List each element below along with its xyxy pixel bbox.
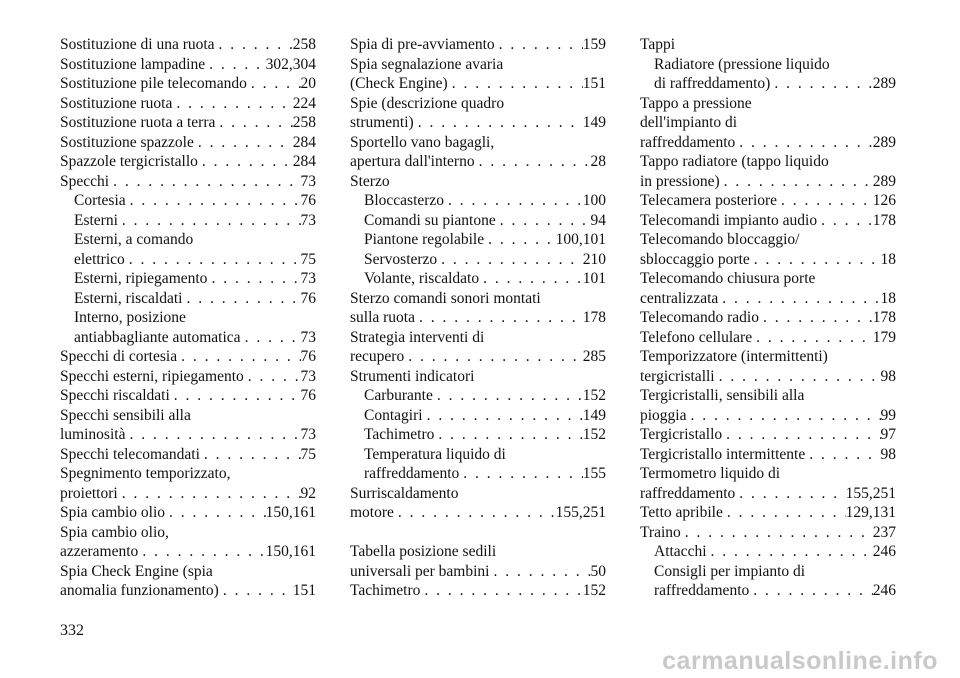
- entry-page: 285: [582, 348, 606, 365]
- entry-page: 20: [300, 75, 316, 92]
- entry-page: 159: [582, 36, 606, 53]
- dot-leader: [198, 152, 293, 172]
- dot-leader: [489, 562, 590, 582]
- index-entry: [640, 269, 896, 289]
- entry-page: 98: [880, 367, 896, 385]
- entry-page: 284: [292, 153, 316, 170]
- dot-leader: [681, 523, 873, 543]
- index-entry: [640, 406, 896, 426]
- dot-leader: [247, 74, 301, 94]
- dot-leader: [182, 289, 300, 309]
- entry-text: Esterni, ripiegamento: [74, 270, 208, 287]
- entry-text: Telecamera posteriore: [640, 192, 778, 209]
- entry-page: 258: [292, 114, 316, 131]
- entry-page: 100: [582, 192, 606, 209]
- dot-leader: [484, 230, 556, 250]
- index-entry: [350, 562, 606, 582]
- entry-page: 73: [300, 367, 316, 385]
- entry-page: 178: [872, 211, 896, 229]
- entry-text: raffreddamento: [654, 582, 750, 599]
- dot-leader: [172, 94, 292, 114]
- index-entry: [60, 94, 316, 114]
- dot-leader: [750, 250, 881, 270]
- index-entry: [640, 35, 896, 55]
- entry-text: Carburante: [364, 387, 433, 404]
- index-entry: [60, 191, 316, 211]
- entry-text: Sostituzione pile telecomando: [60, 75, 247, 92]
- entry-text: antiabbagliante automatica: [74, 328, 241, 346]
- dot-leader: [205, 55, 266, 75]
- entry-page: 50: [590, 562, 606, 580]
- index-entry: [350, 211, 606, 231]
- entry-text: Surriscaldamento: [350, 484, 459, 502]
- dot-leader: [415, 308, 583, 328]
- entry-page: 152: [582, 582, 606, 599]
- index-entry: [350, 172, 606, 192]
- entry-text: Sostituzione ruota: [60, 94, 173, 112]
- entry-text: Telefono cellulare: [640, 328, 753, 346]
- entry-page: 126: [872, 192, 896, 209]
- entry-page: 76: [300, 289, 316, 307]
- index-entry: [350, 55, 606, 75]
- index-entry: [640, 425, 896, 445]
- entry-page: 152: [582, 387, 606, 404]
- dot-leader: [165, 503, 266, 523]
- dot-leader: [138, 542, 265, 562]
- entry-page: 73: [300, 211, 316, 229]
- index-entry: [60, 406, 316, 426]
- dot-leader: [200, 445, 301, 465]
- entry-text: Tachimetro: [350, 582, 421, 599]
- entry-text: Spia Check Engine (spia: [60, 562, 213, 580]
- entry-page: 237: [872, 523, 896, 541]
- dot-leader: [770, 74, 872, 94]
- entry-text: universali per bambini: [350, 562, 490, 580]
- entry-text: raffreddamento: [364, 465, 460, 482]
- dot-leader: [805, 445, 880, 465]
- index-entry: [60, 211, 316, 231]
- entry-text: proiettori: [60, 484, 118, 502]
- dot-leader: [437, 250, 583, 270]
- entry-text: Strumenti indicatori: [350, 367, 475, 385]
- index-entry: [350, 445, 606, 465]
- index-entry: [60, 523, 316, 543]
- entry-page: 151: [582, 75, 606, 92]
- entry-text: Temporizzatore (intermittenti): [640, 348, 828, 365]
- dot-leader: [170, 386, 301, 406]
- index-entry: [350, 503, 606, 523]
- entry-text: Tergicristalli, sensibili alla: [640, 387, 805, 404]
- entry-page: 129,131: [845, 504, 896, 521]
- index-entry: [350, 250, 606, 270]
- entry-text: Spia cambio olio: [60, 504, 166, 521]
- index-entry: [60, 230, 316, 250]
- index-entry: [640, 94, 896, 114]
- index-entry: [350, 581, 606, 601]
- index-entry: [350, 94, 606, 114]
- index-entry: [350, 74, 606, 94]
- entry-text: raffreddamento: [640, 484, 736, 502]
- entry-text: Termometro liquido di: [640, 465, 781, 482]
- entry-page: 152: [582, 426, 606, 443]
- entry-text: luminosità: [60, 426, 126, 443]
- entry-text: di raffreddamento): [654, 75, 771, 92]
- dot-leader: [444, 191, 583, 211]
- index-entry: [60, 484, 316, 504]
- entry-text: recupero: [350, 348, 405, 365]
- index-entry: [640, 250, 896, 270]
- dot-leader: [759, 308, 873, 328]
- entry-page: 76: [300, 348, 316, 365]
- entry-page: 76: [300, 192, 316, 209]
- entry-text: Tetto apribile: [640, 504, 723, 521]
- index-entry: [350, 347, 606, 367]
- dot-leader: [126, 191, 301, 211]
- index-entry: [640, 523, 896, 543]
- entry-page: 28: [590, 153, 606, 170]
- index-entry: [350, 328, 606, 348]
- entry-text: Bloccasterzo: [364, 192, 445, 209]
- entry-text: Tappo a pressione: [640, 94, 752, 112]
- entry-text: motore: [350, 504, 394, 521]
- index-entry: [350, 542, 606, 562]
- entry-text: Spia di pre-avviamento: [350, 36, 495, 53]
- dot-leader: [715, 367, 881, 387]
- entry-page: 149: [582, 114, 606, 131]
- entry-text: Spia cambio olio,: [60, 523, 169, 541]
- index-entry: [640, 581, 896, 601]
- dot-leader: [752, 328, 873, 348]
- dot-leader: [423, 406, 583, 426]
- dot-leader: [777, 191, 873, 211]
- dot-leader: [496, 211, 591, 231]
- dot-leader: [434, 425, 582, 445]
- index-entry: [350, 367, 606, 387]
- entry-page: 155,251: [555, 504, 606, 521]
- entry-text: Sterzo comandi sonori montati: [350, 289, 541, 307]
- dot-leader: [723, 503, 846, 523]
- entry-text: Sostituzione spazzole: [60, 133, 194, 151]
- entry-page: 73: [300, 270, 316, 287]
- index-entry: [640, 542, 896, 562]
- index-entry: [60, 250, 316, 270]
- entry-page: 178: [582, 309, 606, 326]
- dot-leader: [118, 211, 301, 231]
- entry-page: 284: [292, 133, 316, 151]
- entry-text: Tappi: [640, 36, 676, 53]
- index-entry: [350, 191, 606, 211]
- entry-text: Sostituzione lampadine: [60, 55, 206, 73]
- index-entry: [60, 367, 316, 387]
- entry-page: 101: [582, 270, 606, 287]
- entry-text: Spie (descrizione quadro: [350, 94, 505, 112]
- entry-text: Specchi: [60, 172, 110, 190]
- entry-text: Tergicristallo: [640, 426, 723, 443]
- entry-text: Tabella posizione sedili: [350, 543, 497, 560]
- dot-leader: [241, 328, 301, 348]
- dot-leader: [495, 35, 583, 55]
- page-number: 332: [60, 622, 84, 639]
- entry-page: 302,304: [265, 55, 316, 73]
- entry-text: Temperatura liquido di: [364, 445, 506, 463]
- dot-leader: [244, 367, 301, 387]
- index-entry: [640, 152, 896, 172]
- entry-page: 246: [872, 543, 896, 560]
- entry-text: Telecomandi impianto audio: [640, 211, 818, 229]
- index-entry: [640, 328, 896, 348]
- dot-leader: [414, 113, 583, 133]
- index-entry: [640, 347, 896, 367]
- index-entry: [640, 464, 896, 484]
- index-entry: [640, 133, 896, 153]
- dot-leader: [118, 484, 301, 504]
- entry-text: in pressione): [640, 172, 720, 190]
- index-entry: [60, 445, 316, 465]
- entry-page: 75: [300, 250, 316, 268]
- dot-leader: [718, 289, 880, 309]
- entry-page: 289: [872, 75, 896, 92]
- entry-page: 92: [300, 484, 316, 502]
- entry-text: Spegnimento temporizzato,: [60, 465, 231, 482]
- entry-text: centralizzata: [640, 289, 719, 307]
- dot-leader: [420, 581, 582, 601]
- entry-text: azzeramento: [60, 543, 139, 560]
- entry-text: Esterni: [74, 211, 118, 229]
- entry-text: Sportello vano bagagli,: [350, 133, 495, 151]
- dot-leader: [207, 269, 300, 289]
- index-entry: [350, 113, 606, 133]
- entry-text: Sterzo: [350, 172, 390, 190]
- entry-page: 246: [872, 582, 896, 599]
- entry-text: sulla ruota: [350, 309, 415, 326]
- entry-page: 97: [880, 426, 896, 443]
- dot-leader: [475, 152, 591, 172]
- entry-page: 75: [300, 445, 316, 463]
- index-entry: [60, 74, 316, 94]
- index-entry: [640, 113, 896, 133]
- index-entry: [60, 55, 316, 75]
- entry-text: raffreddamento: [640, 133, 736, 151]
- dot-leader: [687, 406, 881, 426]
- entry-text: pioggia: [640, 406, 687, 424]
- index-entry: [60, 269, 316, 289]
- index-entry: [640, 191, 896, 211]
- index-entry: [640, 367, 896, 387]
- entry-text: (Check Engine): [350, 75, 448, 92]
- index-entry: [60, 152, 316, 172]
- entry-text: Specchi telecomandati: [60, 445, 200, 463]
- entry-text: Specchi esterni, ripiegamento: [60, 367, 244, 385]
- index-entry: [60, 425, 316, 445]
- entry-text: Traino: [640, 523, 681, 541]
- index-entry: [60, 386, 316, 406]
- entry-text: Sostituzione di una ruota: [60, 36, 215, 53]
- index-entry: [640, 445, 896, 465]
- entry-text: sbloccaggio porte: [640, 250, 750, 268]
- entry-page: 73: [300, 328, 316, 346]
- entry-text: elettrico: [74, 250, 125, 268]
- dot-leader: [125, 425, 300, 445]
- entry-text: Telecomando bloccaggio/: [640, 231, 800, 248]
- entry-text: Volante, riscaldato: [364, 270, 480, 287]
- entry-page: 150,161: [265, 543, 316, 560]
- entry-text: Attacchi: [654, 543, 707, 560]
- entry-page: 155: [582, 465, 606, 482]
- entry-text: Spazzole tergicristallo: [60, 153, 198, 170]
- index-entry: [350, 35, 606, 55]
- index-entry: [640, 289, 896, 309]
- entry-text: Tachimetro: [364, 426, 435, 443]
- entry-text: Piantone regolabile: [364, 231, 485, 248]
- dot-leader: [109, 172, 300, 192]
- entry-page: 155,251: [845, 484, 896, 502]
- dot-leader: [215, 113, 292, 133]
- index-entry: [60, 464, 316, 484]
- index-entry: [640, 386, 896, 406]
- entry-page: 149: [582, 406, 606, 424]
- index-column-3: [640, 35, 896, 601]
- dot-leader: [735, 133, 873, 153]
- entry-page: 18: [880, 289, 896, 307]
- index-entry: [640, 562, 896, 582]
- index-entry: [60, 562, 316, 582]
- index-entry: [350, 406, 606, 426]
- index-entry: [350, 464, 606, 484]
- entry-text: Telecomando radio: [640, 309, 759, 326]
- dot-leader: [707, 542, 873, 562]
- index-entry: [640, 503, 896, 523]
- dot-leader: [433, 386, 583, 406]
- index-entry: [60, 542, 316, 562]
- entry-text: Spia segnalazione avaria: [350, 55, 504, 73]
- index-entry: [60, 35, 316, 55]
- entry-page: 99: [880, 406, 896, 424]
- index-entry: [640, 55, 896, 75]
- entry-page: 289: [872, 133, 896, 151]
- index-entry: [350, 386, 606, 406]
- entry-text: Consigli per impianto di: [654, 562, 806, 580]
- dot-leader: [177, 347, 300, 367]
- index-entry: [350, 133, 606, 153]
- entry-text: Specchi riscaldati: [60, 387, 170, 404]
- watermark: carmanualsonline.info: [662, 647, 938, 675]
- index-entry: [60, 503, 316, 523]
- dot-leader: [735, 484, 845, 504]
- entry-text: anomalia funzionamento): [60, 582, 219, 599]
- dot-leader: [479, 269, 583, 289]
- entry-page: 289: [872, 172, 896, 190]
- entry-text: strumenti): [350, 114, 414, 131]
- entry-page: 76: [300, 387, 316, 404]
- index-entry: [60, 113, 316, 133]
- dot-leader: [722, 425, 880, 445]
- index-entry: [640, 74, 896, 94]
- entry-text: Telecomando chiusura porte: [640, 270, 816, 287]
- dot-leader: [125, 250, 301, 270]
- index-entry: [350, 484, 606, 504]
- entry-page: 258: [292, 36, 316, 53]
- entry-page: 73: [300, 172, 316, 190]
- index-entry: [60, 172, 316, 192]
- entry-text: Tappo radiatore (tappo liquido: [640, 153, 829, 170]
- entry-text: tergicristalli: [640, 367, 715, 385]
- entry-text: Interno, posizione: [74, 309, 186, 326]
- dot-leader: [404, 347, 583, 367]
- index-entry: [60, 328, 316, 348]
- index-entry: [60, 347, 316, 367]
- entry-text: Esterni, riscaldati: [74, 289, 183, 307]
- dot-leader: [749, 581, 873, 601]
- dot-leader: [817, 211, 873, 231]
- index-entry: [350, 308, 606, 328]
- index-entry: [60, 308, 316, 328]
- dot-leader: [720, 172, 873, 192]
- entry-page: 100,101: [555, 231, 606, 248]
- dot-leader: [394, 503, 556, 523]
- entry-text: Strategia interventi di: [350, 328, 485, 346]
- index-entry: [350, 289, 606, 309]
- index-entry: [60, 133, 316, 153]
- entry-page: 178: [872, 309, 896, 326]
- index-entry: [60, 289, 316, 309]
- index-entry: [350, 152, 606, 172]
- dot-leader: [219, 581, 293, 601]
- entry-text: Comandi su piantone: [364, 211, 496, 229]
- blank-line: [350, 523, 606, 543]
- dot-leader: [194, 133, 293, 153]
- entry-page: 150,161: [265, 504, 316, 521]
- entry-page: 18: [880, 250, 896, 268]
- index-column-2: [350, 35, 606, 601]
- entry-page: 98: [880, 445, 896, 463]
- index-entry: [350, 230, 606, 250]
- entry-page: 94: [590, 211, 606, 229]
- entry-text: Sostituzione ruota a terra: [60, 114, 216, 131]
- dot-leader: [448, 74, 583, 94]
- index-column-1: [60, 35, 316, 601]
- index-entry: [60, 581, 316, 601]
- index-entry: [640, 230, 896, 250]
- entry-text: Esterni, a comando: [74, 231, 194, 248]
- entry-text: Specchi di cortesia: [60, 348, 178, 365]
- dot-leader: [459, 464, 583, 484]
- entry-page: 210: [582, 250, 606, 268]
- entry-text: Cortesia: [74, 192, 126, 209]
- entry-text: dell'impianto di: [640, 114, 738, 131]
- index-entry: [640, 211, 896, 231]
- entry-text: Tergicristallo intermittente: [640, 445, 806, 463]
- index-entry: [640, 484, 896, 504]
- index-entry: [350, 269, 606, 289]
- dot-leader: [215, 35, 293, 55]
- entry-text: apertura dall'interno: [350, 153, 475, 170]
- entry-text: Servosterzo: [364, 250, 438, 268]
- entry-page: 224: [292, 94, 316, 112]
- entry-text: Radiatore (pressione liquido: [654, 55, 830, 73]
- entry-page: 151: [292, 582, 316, 599]
- index-entry: [640, 308, 896, 328]
- entry-page: 73: [300, 426, 316, 443]
- entry-text: Contagiri: [364, 406, 423, 424]
- entry-page: 179: [872, 328, 896, 346]
- entry-text: Specchi sensibili alla: [60, 406, 191, 424]
- index-entry: [350, 425, 606, 445]
- index-entry: [640, 172, 896, 192]
